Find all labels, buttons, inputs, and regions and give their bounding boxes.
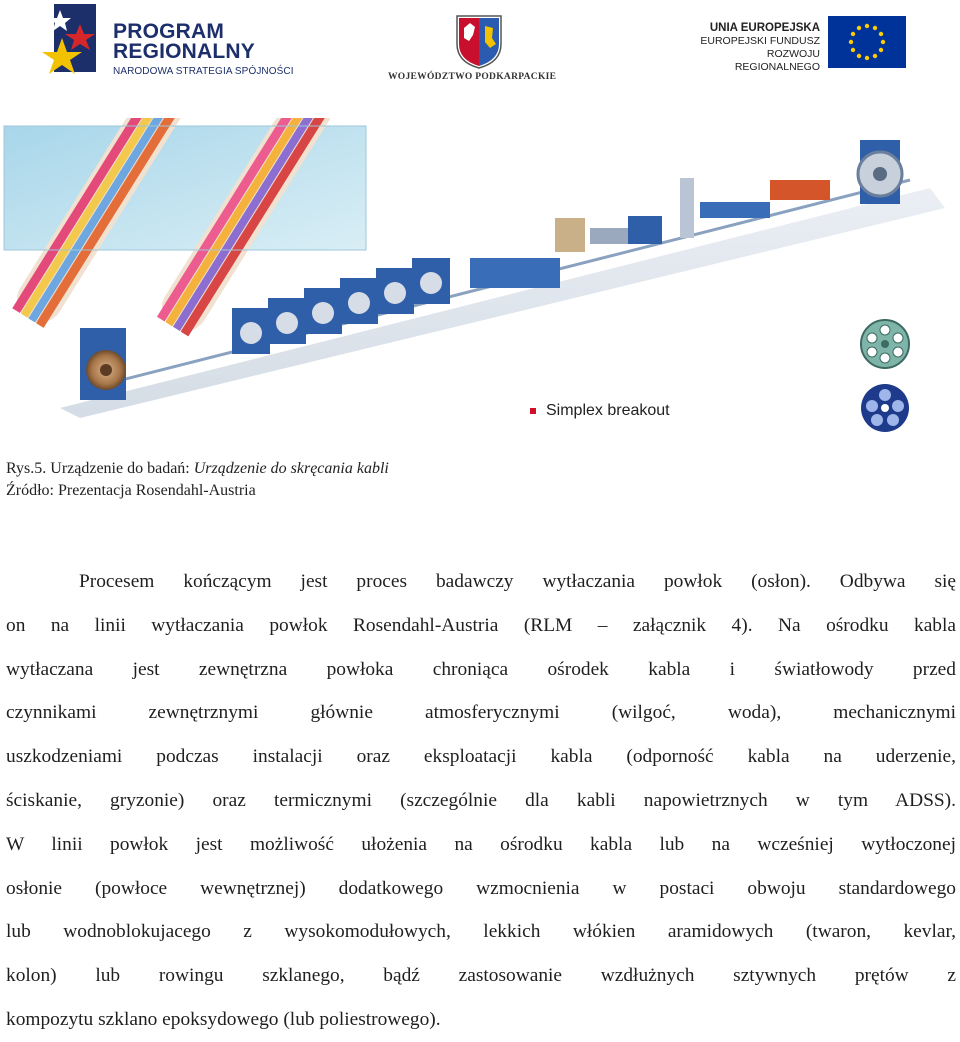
eu-line2: EUROPEJSKI FUNDUSZ	[700, 35, 820, 47]
eu-flag	[828, 16, 906, 68]
caption-title	[6, 458, 389, 480]
eu-text	[680, 22, 820, 74]
paragraph-line: ściskanie, gryzonie) oraz termicznymi (szczególnie dla kabli napowietrznych w tym ADSS).	[6, 789, 956, 811]
program-subtitle: NARODOWA STRATEGIA SPÓJNOŚCI	[113, 66, 294, 77]
podkarpackie-coat-of-arms	[455, 14, 503, 75]
paragraph-line: lub wodnoblokujacego z wysokomodułowych, lekkich włókien aramidowych (twaron, kevlar,	[6, 921, 956, 943]
paragraph-line: osłonie (powłoce wewnętrznej) dodatkowego wzmocnienia w postaci obwoju standardowego	[6, 877, 956, 899]
legend-bullet	[530, 408, 536, 414]
program-title	[113, 22, 255, 62]
paragraph-line: kompozytu szklano epoksydowego (lub poliestrowego).	[6, 1008, 441, 1030]
paragraph-line: kolon) lub rowingu szklanego, bądź zastosowanie wzdłużnych sztywnych prętów z	[6, 965, 956, 987]
cable-cross-section-icons	[861, 320, 909, 432]
paragraph-line: wytłaczana jest zewnętrzna powłoka chroniąca ośrodek kabla i światłowody przed	[6, 658, 956, 680]
cable-twisting-machine-figure	[0, 118, 960, 438]
paragraph-line: Procesem kończącym jest proces badawczy wytłaczania powłok (osłon). Odbywa się	[79, 571, 956, 592]
body-paragraph	[6, 560, 956, 1042]
program-title-line2: REGIONALNY	[113, 40, 256, 63]
wojewodztwo-label: WOJEWÓDZTWO PODKARPACKIE	[388, 72, 557, 82]
eu-line1: UNIA EUROPEJSKA	[709, 22, 820, 34]
paragraph-line: W linii powłok jest możliwość ułożenia na ośrodku kabla lub na wcześniej wytłoczonej	[6, 833, 956, 855]
caption-italic: Urządzenie do skręcania kabli	[193, 460, 389, 477]
eu-flag-icon	[828, 16, 906, 68]
program-title-line1: PROGRAM	[113, 20, 225, 43]
paragraph-line: uszkodzeniami podczas instalacji oraz eksploatacji kabla (odporność kabla na uderzenie,	[6, 746, 956, 768]
figure-caption	[6, 458, 389, 502]
caption-prefix: Rys.5. Urządzenie do badań:	[6, 460, 194, 477]
figure-legend-label: Simplex breakout	[546, 402, 670, 419]
paragraph-line: on na linii wytłaczania powłok Rosendahl-Austria (RLM – załącznik 4). Na ośrodku kabla	[6, 614, 956, 636]
star-emblem-icon	[40, 2, 110, 84]
coat-of-arms-icon	[455, 14, 503, 70]
caption-source: Źródło: Prezentacja Rosendahl-Austria	[6, 482, 256, 499]
eu-line3: ROZWOJU REGIONALNEGO	[734, 48, 820, 73]
paragraph-line: czynnikami zewnętrznymi głównie atmosferycznymi (wilgoć, woda), mechanicznymi	[6, 702, 956, 724]
